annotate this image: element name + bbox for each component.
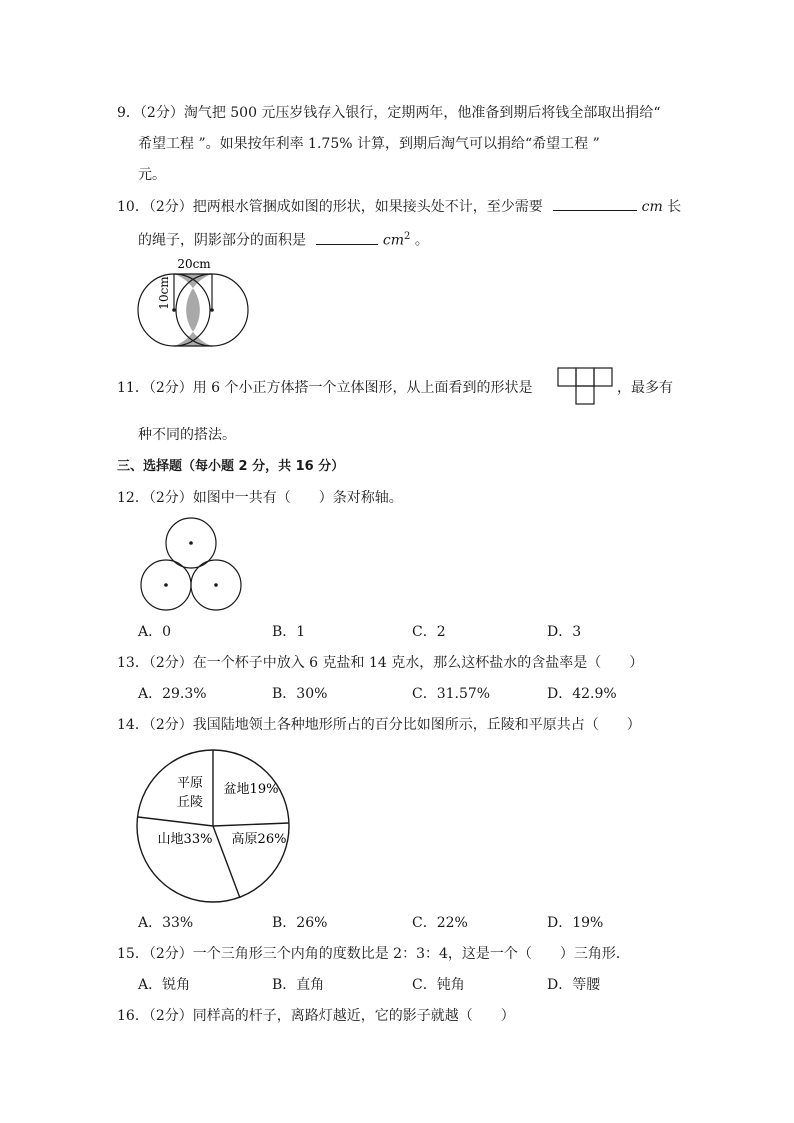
q12-option-c[interactable]: C．2 [412, 624, 446, 640]
q14-option-d[interactable]: D．19% [547, 915, 604, 931]
q15-option-c[interactable]: C．钝角 [412, 977, 465, 993]
q14-option-b[interactable]: B．26% [272, 915, 328, 931]
pie-label-basin: 盆地19% [223, 782, 279, 797]
q12-option-d[interactable]: D．3 [547, 624, 582, 640]
shaded-region [174, 274, 212, 346]
q13-option-a[interactable]: A．29.3% [138, 686, 207, 702]
q15-stem: 15．（2分）一个三角形三个内角的度数比是 2：3：4，这是一个（ ）三角形． [117, 946, 630, 962]
q15-option-b[interactable]: B．直角 [272, 977, 325, 993]
q10-text-b: 长 [667, 199, 682, 215]
q11-line2: 种不同的搭法。 [138, 427, 236, 443]
q15-option-a[interactable]: A．锐角 [138, 977, 191, 993]
pie-label-plain: 平原 [176, 776, 204, 791]
radius-label: 10cm [157, 276, 171, 310]
q12-three-circles-figure [135, 516, 245, 612]
q16-stem: 16．（2分）同样高的杆子，离路灯越近，它的影子就越（ ） [117, 1008, 515, 1024]
q10-answer-blank-area[interactable] [316, 230, 378, 245]
pie-divider-right [213, 823, 289, 826]
q10-pipes-figure [130, 255, 290, 355]
q10-unit-sup: 2 [404, 231, 411, 242]
q14-option-c[interactable]: C．22% [412, 915, 468, 931]
section-title: 三、选择题（每小题 2 分，共 16 分） [117, 459, 345, 474]
pie-label-plateau: 高原26% [231, 832, 287, 847]
q14-option-a[interactable]: A．33% [138, 915, 194, 931]
q9-line3: 元。 [138, 167, 166, 183]
q10-unit-cm: cm [641, 199, 663, 215]
pie-label-mountain: 山地33% [157, 832, 213, 847]
q12-option-a[interactable]: A．0 [138, 624, 172, 640]
q13-stem: 13．（2分）在一个杯子中放入 6 克盐和 14 克水，那么这杯盐水的含盐率是（ ） [117, 655, 644, 671]
q14-pie-chart [134, 748, 294, 904]
q9-line2: 希望工程 ”。如果按年利率 1.75% 计算，到期后淘气可以捐给“希望工程 ” [138, 136, 600, 152]
q10-unit-cm2: cm [382, 232, 405, 249]
q10-text-a: 10．（2分）把两根水管捆成如图的形状，如果接头处不计，至少需要 [117, 199, 543, 215]
q13-option-b[interactable]: B．30% [272, 686, 328, 702]
q10-text-c: 的绳子，阴影部分的面积是 [138, 232, 306, 249]
q11-line1-a: 11．（2分）用 6 个小正方体搭一个立体图形，从上面看到的形状是 [117, 380, 533, 396]
q10-answer-blank-length[interactable] [553, 196, 637, 211]
q13-option-c[interactable]: C．31.57% [412, 686, 491, 702]
q12-option-b[interactable]: B．1 [272, 624, 306, 640]
q10-text-d: 。 [414, 232, 429, 249]
q10-line1 [117, 196, 681, 217]
q12-stem: 12．（2分）如图中一共有（ ）条对称轴。 [117, 490, 403, 506]
q9-line1: 9．（2分）淘气把 500 元压岁钱存入银行，定期两年，他准备到期后将钱全部取出捐给“ [117, 105, 661, 121]
pie-divider-left [138, 817, 213, 826]
q10-line2 [138, 227, 429, 251]
q14-stem: 14．（2分）我国陆地领土各种地形所占的百分比如图所示，丘陵和平原共占（ ） [117, 717, 641, 733]
q11-line1-b: ，最多有 [617, 380, 673, 396]
q11-top-view-shape [557, 367, 617, 409]
q13-option-d[interactable]: D．42.9% [547, 686, 617, 702]
pie-label-hill: 丘陵 [176, 795, 204, 810]
width-label: 20cm [177, 257, 211, 271]
q15-option-d[interactable]: D．等腰 [547, 977, 601, 993]
